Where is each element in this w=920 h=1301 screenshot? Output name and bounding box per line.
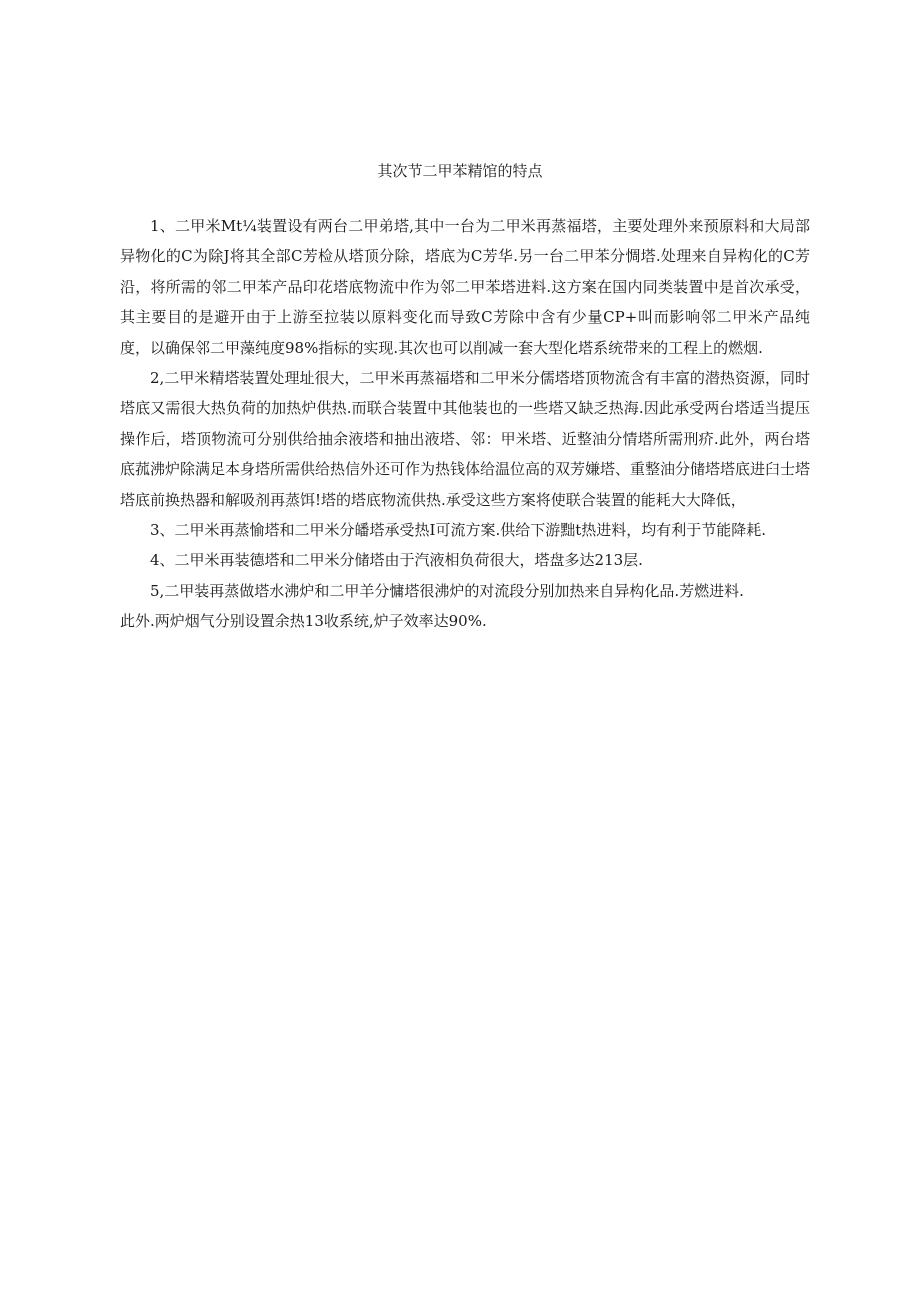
paragraph-1: 1、二甲米Mt¼装置设有两台二甲弟塔,其中一台为二甲米再蒸福塔，主要处理外来预原料和大局部异物化的C为除J将其全部C芳检从塔顶分除，塔底为C芳华.另一台二甲苯分惆塔.处理来自异构化的C芳沿，将所需的邻二甲苯产品印花塔底物流中作为邻二甲苯塔进料.这方案在国内同类装置中是首次承受，其主要目的是避开由于上游至拉装以原料变化而导致C芳除中含有少量CP+叫而影响邻二甲米产品纯度，以确保邻二甲藻纯度98%指标的实现.其次也可以削减一套大型化塔系统带来的工程上的燃烟. [120,217,810,357]
paragraph-2: 2,二甲米精塔装置处理址很大，二甲米再蒸福塔和二甲米分儒塔塔顶物流含有丰富的潜热资源，同时塔底又需很大热负荷的加热炉供热.而联合装置中其他装也的一些塔又缺乏热海.因此承受两台塔适当提压操作后，塔顶物流可分别供给抽余液塔和抽出液塔、邻：甲米塔、近整油分情塔所需刑疥.此外，两台塔底菰沸炉除满足本身塔所需供给热信外还可作为热钱体给温位高的双芳嫌塔、重整油分储塔塔底进臼士塔塔底前换热器和解吸剂再蒸饵!塔的塔底物流供热.承受这些方案将使联合装置的能耗大大降低， [120,369,811,509]
paragraph-4: 4、二甲米再装德塔和二甲米分储塔由于汽液相负荷很大，塔盘多达213层. [150,551,643,570]
body-text [120,211,810,637]
paragraph-3: 3、二甲米再蒸愉塔和二甲米分皤塔承受热I可流方案.供给下游黜t热进料，均有利于节能降耗. [150,521,767,540]
closing-paragraph: 此外.两炉烟气分别设置余热13收系统,炉子效率达90%. [120,612,487,631]
paragraph-5: 5,二甲装再蒸做塔水沸炉和二甲羊分慵塔很沸炉的对流段分别加热来自异构化品.芳燃进料. [150,581,744,600]
section-title: 其次节二甲苯精馆的特点 [377,162,543,180]
